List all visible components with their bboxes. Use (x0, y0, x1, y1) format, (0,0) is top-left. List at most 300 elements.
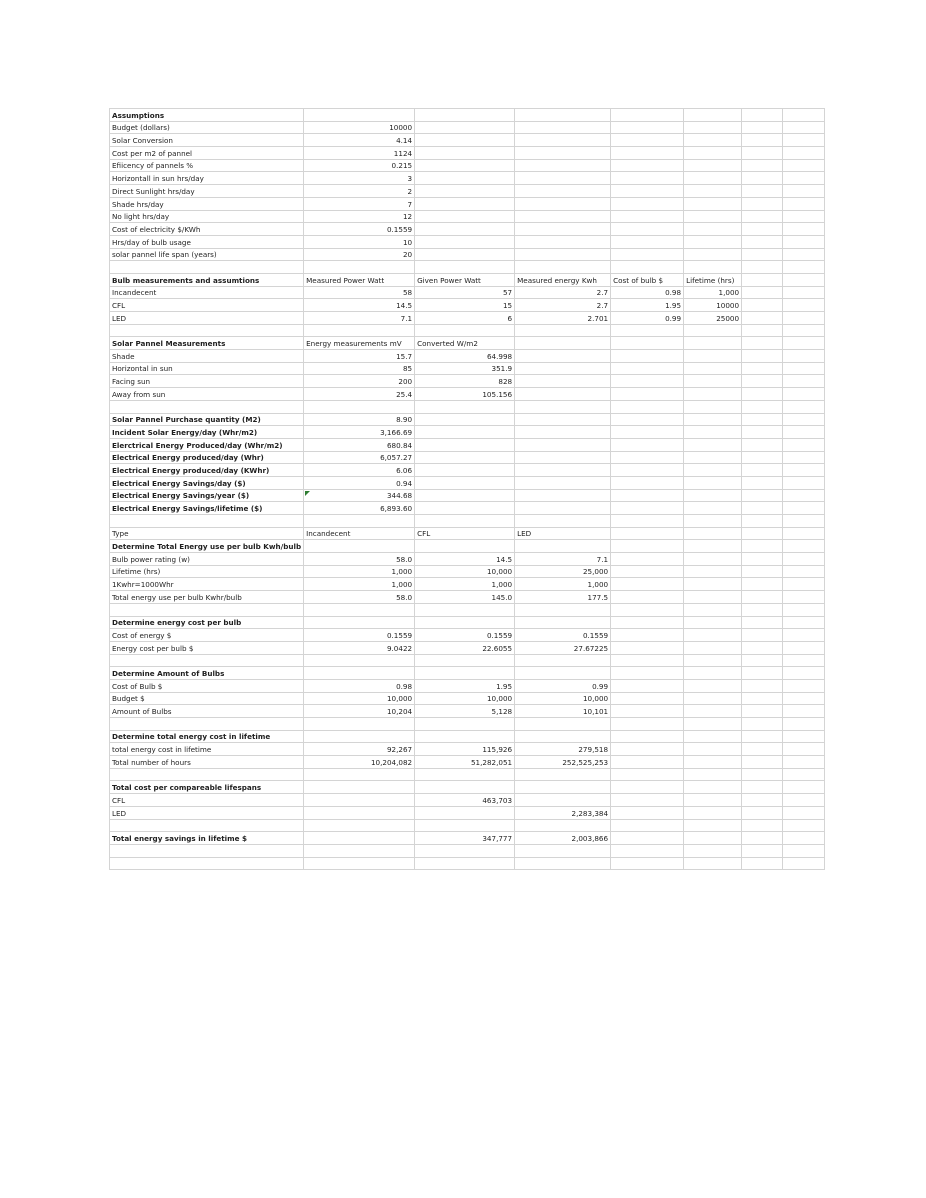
empty-cell[interactable] (742, 679, 783, 692)
cell-value[interactable]: 0.94 (304, 476, 415, 489)
empty-cell[interactable] (742, 312, 783, 325)
empty-cell[interactable] (415, 819, 515, 832)
empty-cell[interactable] (611, 223, 684, 236)
empty-cell[interactable] (611, 400, 684, 413)
empty-cell[interactable] (515, 413, 611, 426)
column-header[interactable]: Measured Power Watt (304, 273, 415, 286)
empty-cell[interactable] (742, 375, 783, 388)
empty-cell[interactable] (611, 832, 684, 845)
empty-cell[interactable] (783, 400, 825, 413)
cell-value[interactable]: 0.99 (611, 312, 684, 325)
empty-cell[interactable] (684, 324, 742, 337)
empty-cell[interactable] (783, 286, 825, 299)
empty-cell[interactable] (304, 616, 415, 629)
empty-cell[interactable] (611, 121, 684, 134)
empty-cell[interactable] (742, 819, 783, 832)
empty-cell[interactable] (515, 210, 611, 223)
cell-value[interactable]: 105.156 (415, 388, 515, 401)
empty-cell[interactable] (783, 261, 825, 274)
empty-cell[interactable] (304, 515, 415, 528)
empty-cell[interactable] (515, 337, 611, 350)
empty-cell[interactable] (415, 502, 515, 515)
cell-value[interactable]: 6,893.60 (304, 502, 415, 515)
empty-cell[interactable] (611, 464, 684, 477)
row-label[interactable]: Electrical Energy produced/day (KWhr) (110, 464, 304, 477)
empty-cell[interactable] (742, 159, 783, 172)
empty-cell[interactable] (783, 426, 825, 439)
empty-cell[interactable] (515, 476, 611, 489)
empty-cell[interactable] (742, 261, 783, 274)
cell-value[interactable]: 0.1559 (304, 629, 415, 642)
empty-cell[interactable] (684, 730, 742, 743)
cell-value[interactable]: 7 (304, 197, 415, 210)
empty-cell[interactable] (304, 261, 415, 274)
empty-cell[interactable] (611, 337, 684, 350)
empty-cell[interactable] (415, 489, 515, 502)
empty-cell[interactable] (515, 654, 611, 667)
cell-value[interactable]: 680.84 (304, 438, 415, 451)
row-label[interactable]: Total energy savings in lifetime $ (110, 832, 304, 845)
row-label[interactable]: solar pannel life span (years) (110, 248, 304, 261)
empty-cell[interactable] (415, 413, 515, 426)
row-label[interactable]: Horizontall in sun hrs/day (110, 172, 304, 185)
cell-value[interactable]: 0.99 (515, 679, 611, 692)
column-header[interactable]: Incandecent (304, 527, 415, 540)
column-header[interactable]: Given Power Watt (415, 273, 515, 286)
empty-cell[interactable] (515, 540, 611, 553)
empty-cell[interactable] (611, 502, 684, 515)
empty-cell[interactable] (611, 527, 684, 540)
row-label[interactable]: Type (110, 527, 304, 540)
empty-cell[interactable] (783, 147, 825, 160)
empty-cell[interactable] (415, 400, 515, 413)
empty-cell[interactable] (783, 718, 825, 731)
empty-cell[interactable] (515, 185, 611, 198)
empty-cell[interactable] (742, 641, 783, 654)
empty-cell[interactable] (515, 768, 611, 781)
empty-cell[interactable] (611, 476, 684, 489)
empty-cell[interactable] (515, 197, 611, 210)
empty-cell[interactable] (742, 273, 783, 286)
empty-cell[interactable] (415, 857, 515, 870)
empty-cell[interactable] (611, 185, 684, 198)
empty-cell[interactable] (611, 109, 684, 122)
empty-cell[interactable] (515, 147, 611, 160)
cell-value[interactable]: 351.9 (415, 362, 515, 375)
empty-cell[interactable] (742, 464, 783, 477)
empty-cell[interactable] (110, 768, 304, 781)
empty-cell[interactable] (783, 591, 825, 604)
cell-value[interactable]: 6 (415, 312, 515, 325)
empty-cell[interactable] (742, 832, 783, 845)
empty-cell[interactable] (415, 134, 515, 147)
empty-cell[interactable] (783, 692, 825, 705)
empty-cell[interactable] (304, 400, 415, 413)
empty-cell[interactable] (304, 794, 415, 807)
empty-cell[interactable] (611, 197, 684, 210)
empty-cell[interactable] (611, 147, 684, 160)
empty-cell[interactable] (684, 718, 742, 731)
empty-cell[interactable] (742, 172, 783, 185)
empty-cell[interactable] (684, 629, 742, 642)
empty-cell[interactable] (742, 197, 783, 210)
cell-value[interactable]: 10,101 (515, 705, 611, 718)
cell-value[interactable]: 0.98 (304, 679, 415, 692)
empty-cell[interactable] (783, 210, 825, 223)
empty-cell[interactable] (110, 718, 304, 731)
empty-cell[interactable] (684, 121, 742, 134)
empty-cell[interactable] (684, 426, 742, 439)
empty-cell[interactable] (684, 819, 742, 832)
empty-cell[interactable] (742, 603, 783, 616)
row-label[interactable]: Budget $ (110, 692, 304, 705)
empty-cell[interactable] (783, 388, 825, 401)
empty-cell[interactable] (415, 159, 515, 172)
row-label[interactable]: Shade hrs/day (110, 197, 304, 210)
empty-cell[interactable] (415, 235, 515, 248)
row-label[interactable]: Hrs/day of bulb usage (110, 235, 304, 248)
empty-cell[interactable] (611, 388, 684, 401)
empty-cell[interactable] (684, 540, 742, 553)
cell-value[interactable]: 115,926 (415, 743, 515, 756)
empty-cell[interactable] (515, 223, 611, 236)
cell-value[interactable]: 2.7 (515, 299, 611, 312)
empty-cell[interactable] (611, 616, 684, 629)
empty-cell[interactable] (783, 248, 825, 261)
empty-cell[interactable] (742, 629, 783, 642)
empty-cell[interactable] (611, 489, 684, 502)
cell-value[interactable]: 57 (415, 286, 515, 299)
cell-value[interactable]: 1,000 (684, 286, 742, 299)
empty-cell[interactable] (515, 667, 611, 680)
row-label[interactable]: Facing sun (110, 375, 304, 388)
empty-cell[interactable] (515, 781, 611, 794)
empty-cell[interactable] (304, 844, 415, 857)
row-label[interactable]: CFL (110, 299, 304, 312)
empty-cell[interactable] (611, 578, 684, 591)
empty-cell[interactable] (742, 553, 783, 566)
row-label[interactable]: Incident Solar Energy/day (Whr/m2) (110, 426, 304, 439)
empty-cell[interactable] (684, 159, 742, 172)
empty-cell[interactable] (415, 172, 515, 185)
empty-cell[interactable] (742, 210, 783, 223)
empty-cell[interactable] (415, 426, 515, 439)
empty-cell[interactable] (783, 629, 825, 642)
empty-cell[interactable] (110, 400, 304, 413)
empty-cell[interactable] (783, 679, 825, 692)
cell-value[interactable]: 2 (304, 185, 415, 198)
empty-cell[interactable] (415, 147, 515, 160)
cell-value[interactable]: 2,283,384 (515, 806, 611, 819)
row-label[interactable]: Electrical Energy Savings/day ($) (110, 476, 304, 489)
empty-cell[interactable] (684, 743, 742, 756)
empty-cell[interactable] (515, 350, 611, 363)
empty-cell[interactable] (783, 654, 825, 667)
empty-cell[interactable] (304, 819, 415, 832)
empty-cell[interactable] (684, 413, 742, 426)
section-title[interactable]: Determine total energy cost in lifetime (110, 730, 304, 743)
empty-cell[interactable] (742, 756, 783, 769)
row-label[interactable]: LED (110, 806, 304, 819)
empty-cell[interactable] (611, 629, 684, 642)
row-label[interactable]: Elerctrical Energy Produced/day (Whr/m2) (110, 438, 304, 451)
empty-cell[interactable] (783, 730, 825, 743)
empty-cell[interactable] (742, 185, 783, 198)
empty-cell[interactable] (684, 553, 742, 566)
empty-cell[interactable] (611, 718, 684, 731)
cell-value[interactable]: 1124 (304, 147, 415, 160)
empty-cell[interactable] (304, 654, 415, 667)
row-label[interactable]: CFL (110, 794, 304, 807)
empty-cell[interactable] (684, 578, 742, 591)
empty-cell[interactable] (611, 667, 684, 680)
empty-cell[interactable] (611, 705, 684, 718)
row-label[interactable]: Cost of electricity $/KWh (110, 223, 304, 236)
empty-cell[interactable] (742, 718, 783, 731)
empty-cell[interactable] (110, 515, 304, 528)
empty-cell[interactable] (684, 375, 742, 388)
cell-value[interactable]: 10,000 (304, 692, 415, 705)
empty-cell[interactable] (304, 324, 415, 337)
empty-cell[interactable] (515, 857, 611, 870)
cell-value[interactable]: 2,003,866 (515, 832, 611, 845)
empty-cell[interactable] (742, 730, 783, 743)
empty-cell[interactable] (742, 857, 783, 870)
empty-cell[interactable] (515, 489, 611, 502)
empty-cell[interactable] (415, 730, 515, 743)
empty-cell[interactable] (742, 362, 783, 375)
empty-cell[interactable] (611, 844, 684, 857)
empty-cell[interactable] (742, 388, 783, 401)
section-title[interactable]: Total cost per compareable lifespans (110, 781, 304, 794)
row-label[interactable]: Away from sun (110, 388, 304, 401)
cell-value[interactable]: 10000 (304, 121, 415, 134)
column-header[interactable]: Cost of bulb $ (611, 273, 684, 286)
empty-cell[interactable] (611, 781, 684, 794)
empty-cell[interactable] (415, 768, 515, 781)
empty-cell[interactable] (611, 794, 684, 807)
cell-value[interactable]: 15 (415, 299, 515, 312)
column-header[interactable]: Solar Pannel Measurements (110, 337, 304, 350)
empty-cell[interactable] (783, 273, 825, 286)
empty-cell[interactable] (304, 832, 415, 845)
empty-cell[interactable] (415, 844, 515, 857)
empty-cell[interactable] (515, 375, 611, 388)
empty-cell[interactable] (783, 438, 825, 451)
cell-value[interactable]: 0.215 (304, 159, 415, 172)
empty-cell[interactable] (515, 109, 611, 122)
empty-cell[interactable] (611, 553, 684, 566)
empty-cell[interactable] (742, 540, 783, 553)
empty-cell[interactable] (783, 109, 825, 122)
empty-cell[interactable] (684, 400, 742, 413)
empty-cell[interactable] (742, 515, 783, 528)
empty-cell[interactable] (611, 603, 684, 616)
section-title[interactable]: Determine Amount of Bulbs (110, 667, 304, 680)
cell-value[interactable]: 10000 (684, 299, 742, 312)
empty-cell[interactable] (304, 540, 415, 553)
empty-cell[interactable] (415, 324, 515, 337)
empty-cell[interactable] (742, 350, 783, 363)
empty-cell[interactable] (684, 261, 742, 274)
empty-cell[interactable] (783, 235, 825, 248)
cell-value[interactable]: 10,204,082 (304, 756, 415, 769)
empty-cell[interactable] (684, 756, 742, 769)
empty-cell[interactable] (783, 565, 825, 578)
empty-cell[interactable] (742, 806, 783, 819)
empty-cell[interactable] (415, 515, 515, 528)
empty-cell[interactable] (684, 134, 742, 147)
empty-cell[interactable] (684, 616, 742, 629)
empty-cell[interactable] (742, 844, 783, 857)
empty-cell[interactable] (684, 362, 742, 375)
empty-cell[interactable] (611, 235, 684, 248)
cell-value[interactable]: 3,166.69 (304, 426, 415, 439)
empty-cell[interactable] (742, 743, 783, 756)
empty-cell[interactable] (304, 109, 415, 122)
empty-cell[interactable] (684, 489, 742, 502)
cell-value[interactable]: 64.998 (415, 350, 515, 363)
empty-cell[interactable] (304, 806, 415, 819)
cell-value[interactable]: 14.5 (415, 553, 515, 566)
empty-cell[interactable] (110, 603, 304, 616)
cell-value[interactable]: 0.98 (611, 286, 684, 299)
cell-value[interactable]: 5,128 (415, 705, 515, 718)
column-header[interactable]: Converted W/m2 (415, 337, 515, 350)
cell-value[interactable]: 14.5 (304, 299, 415, 312)
empty-cell[interactable] (783, 337, 825, 350)
empty-cell[interactable] (684, 527, 742, 540)
empty-cell[interactable] (742, 109, 783, 122)
cell-value[interactable]: 22.6055 (415, 641, 515, 654)
row-label[interactable]: Total energy use per bulb Kwhr/bulb (110, 591, 304, 604)
cell-value[interactable]: 347,777 (415, 832, 515, 845)
empty-cell[interactable] (684, 641, 742, 654)
empty-cell[interactable] (742, 438, 783, 451)
empty-cell[interactable] (783, 540, 825, 553)
empty-cell[interactable] (783, 451, 825, 464)
empty-cell[interactable] (742, 794, 783, 807)
empty-cell[interactable] (783, 172, 825, 185)
empty-cell[interactable] (611, 324, 684, 337)
empty-cell[interactable] (611, 540, 684, 553)
cell-value[interactable]: 58 (304, 286, 415, 299)
empty-cell[interactable] (611, 819, 684, 832)
empty-cell[interactable] (742, 768, 783, 781)
column-header[interactable]: Energy measurements mV (304, 337, 415, 350)
row-label[interactable]: LED (110, 312, 304, 325)
empty-cell[interactable] (742, 781, 783, 794)
empty-cell[interactable] (684, 603, 742, 616)
empty-cell[interactable] (304, 857, 415, 870)
empty-cell[interactable] (684, 185, 742, 198)
empty-cell[interactable] (684, 591, 742, 604)
empty-cell[interactable] (684, 654, 742, 667)
empty-cell[interactable] (515, 362, 611, 375)
empty-cell[interactable] (684, 667, 742, 680)
empty-cell[interactable] (515, 794, 611, 807)
empty-cell[interactable] (742, 591, 783, 604)
cell-value[interactable]: 25000 (684, 312, 742, 325)
empty-cell[interactable] (611, 743, 684, 756)
empty-cell[interactable] (684, 388, 742, 401)
cell-value[interactable]: 1,000 (304, 578, 415, 591)
empty-cell[interactable] (783, 667, 825, 680)
empty-cell[interactable] (684, 197, 742, 210)
cell-value[interactable]: 7.1 (515, 553, 611, 566)
empty-cell[interactable] (783, 603, 825, 616)
empty-cell[interactable] (304, 667, 415, 680)
empty-cell[interactable] (515, 235, 611, 248)
column-header[interactable]: Lifetime (hrs) (684, 273, 742, 286)
empty-cell[interactable] (515, 324, 611, 337)
empty-cell[interactable] (415, 223, 515, 236)
empty-cell[interactable] (611, 768, 684, 781)
section-title[interactable]: Determine energy cost per bulb (110, 616, 304, 629)
row-label[interactable]: No light hrs/day (110, 210, 304, 223)
cell-value[interactable]: 0.1559 (415, 629, 515, 642)
empty-cell[interactable] (110, 324, 304, 337)
row-label[interactable]: Cost per m2 of pannel (110, 147, 304, 160)
empty-cell[interactable] (684, 565, 742, 578)
empty-cell[interactable] (684, 350, 742, 363)
empty-cell[interactable] (515, 730, 611, 743)
empty-cell[interactable] (611, 730, 684, 743)
empty-cell[interactable] (415, 248, 515, 261)
cell-value[interactable]: 4.14 (304, 134, 415, 147)
empty-cell[interactable] (515, 464, 611, 477)
empty-cell[interactable] (742, 502, 783, 515)
row-label[interactable]: Total number of hours (110, 756, 304, 769)
empty-cell[interactable] (415, 185, 515, 198)
empty-cell[interactable] (415, 667, 515, 680)
cell-value[interactable]: 15.7 (304, 350, 415, 363)
cell-value[interactable]: 0.1559 (515, 629, 611, 642)
cell-value[interactable]: 344.68 (304, 489, 415, 502)
empty-cell[interactable] (415, 197, 515, 210)
cell-value[interactable]: 51,282,051 (415, 756, 515, 769)
cell-value[interactable]: 6,057.27 (304, 451, 415, 464)
empty-cell[interactable] (611, 362, 684, 375)
empty-cell[interactable] (684, 464, 742, 477)
empty-cell[interactable] (515, 819, 611, 832)
empty-cell[interactable] (515, 502, 611, 515)
cell-value[interactable]: 58.0 (304, 553, 415, 566)
row-label[interactable]: 1Kwhr=1000Whr (110, 578, 304, 591)
row-label[interactable]: Electrical Energy Savings/lifetime ($) (110, 502, 304, 515)
empty-cell[interactable] (783, 844, 825, 857)
empty-cell[interactable] (783, 768, 825, 781)
section-title-assumptions[interactable]: Assumptions (110, 109, 304, 122)
row-label[interactable]: total energy cost in lifetime (110, 743, 304, 756)
cell-value[interactable]: 1,000 (515, 578, 611, 591)
cell-value[interactable]: 10,204 (304, 705, 415, 718)
empty-cell[interactable] (684, 248, 742, 261)
empty-cell[interactable] (415, 261, 515, 274)
cell-value[interactable]: 7.1 (304, 312, 415, 325)
empty-cell[interactable] (742, 489, 783, 502)
empty-cell[interactable] (783, 464, 825, 477)
empty-cell[interactable] (515, 451, 611, 464)
empty-cell[interactable] (783, 324, 825, 337)
empty-cell[interactable] (783, 312, 825, 325)
cell-value[interactable]: 8.90 (304, 413, 415, 426)
cell-value[interactable]: 177.5 (515, 591, 611, 604)
empty-cell[interactable] (742, 121, 783, 134)
empty-cell[interactable] (611, 641, 684, 654)
empty-cell[interactable] (783, 134, 825, 147)
empty-cell[interactable] (742, 692, 783, 705)
